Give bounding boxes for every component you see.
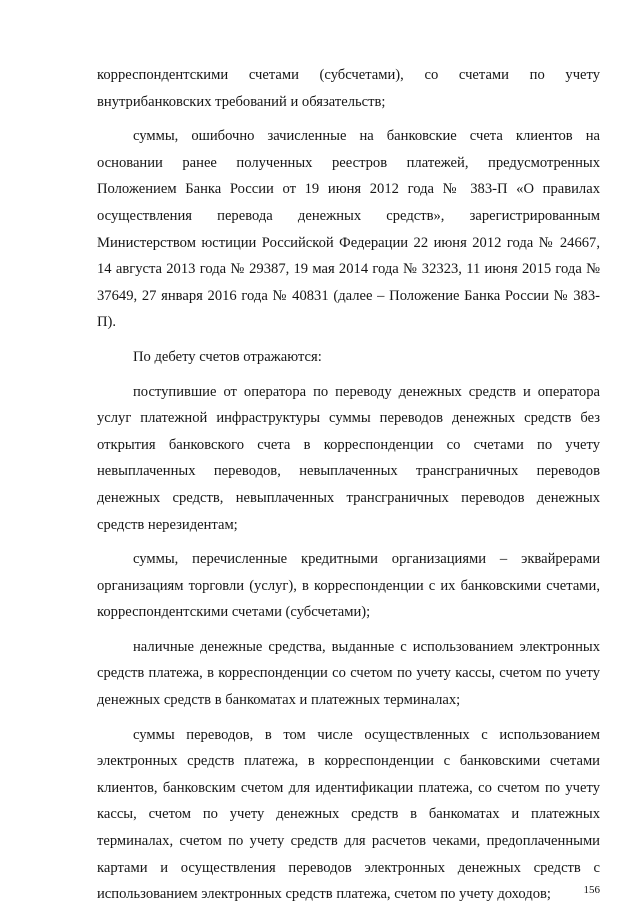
paragraph-received-transfers: поступившие от оператора по переводу денежных средств и оператора услуг платежной инфраструктуры суммы переводов денежных средств без открытия банковского счета в корреспонденции со счетами по учету невыплаченных переводов, невыплаченных трансграничных переводов денежных средств, невыплаченных трансграничных переводов денежных средств нерезидентам; bbox=[97, 383, 600, 533]
document-body bbox=[97, 62, 600, 908]
paragraph-cash-issued: наличные денежные средства, выданные с использованием электронных средств платежа, в корреспонденции со счетом по учету кассы, счетом по учету денежных средств в банкоматах и платежных терминалах; bbox=[97, 638, 600, 709]
paragraph-acquirer-sums: суммы, перечисленные кредитными организациями – эквайрерами организациям торговли (услуг), в корреспонденции с их банковскими счетами, корреспондентскими счетами (субсчетами); bbox=[97, 551, 600, 621]
paragraph-erroneous-sums: суммы, ошибочно зачисленные на банковские счета клиентов на основании ранее полученных реестров платежей, предусмотренных Положением Банка России от 19 июня 2012 года № 383-П «О правилах осуществления перевода денежных средств», зарегистрированным Министерством юстиции Российской Федерации 22 июня 2012 года № 24667, 14 августа 2013 года № 29387, 19 мая 2014 года № 32323, 11 июня 2015 года № 37649, 27 января 2016 года № 40831 (далее – Положение Банка России № 383-П). bbox=[97, 128, 600, 331]
paragraph-transfer-sums: суммы переводов, в том числе осуществленных с использованием электронных средств платежа, в корреспонденции с банковскими счетами клиентов, банковским счетом для идентификации платежа, со счетом по учету кассы, счетом по учету денежных средств в банкоматах и платежных терминалах, счетом по учету средств для расчетов чеками, предоплаченными картами и осуществления переводов электронных денежных средств с использованием электронных средств платежа, счетом по учету доходов; bbox=[97, 726, 600, 903]
page-number: 156 bbox=[583, 884, 600, 896]
paragraph-continuation: корреспондентскими счетами (субсчетами), со счетами по учету внутрибанковских требований и обязательств; bbox=[97, 67, 600, 110]
paragraph-debit-heading: По дебету счетов отражаются: bbox=[133, 348, 322, 365]
